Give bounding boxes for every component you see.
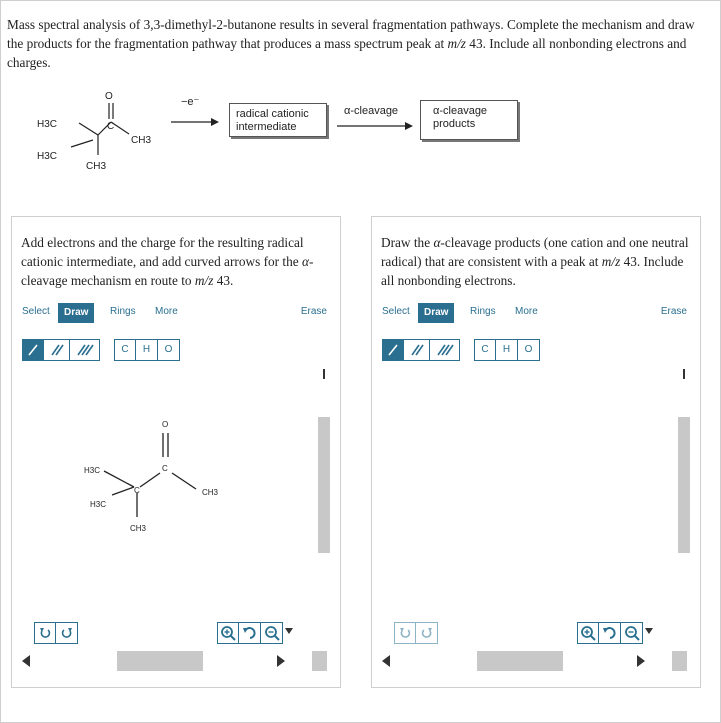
triple-bond-icon xyxy=(431,340,459,360)
left-instruction xyxy=(21,233,331,290)
rings-tab[interactable]: Rings xyxy=(110,306,136,317)
vscroll-top-marker xyxy=(323,369,325,379)
left-instr-c: 43. xyxy=(213,273,234,288)
scroll-left-icon[interactable] xyxy=(22,655,30,667)
atom-C-button[interactable]: C xyxy=(474,339,496,361)
right-instruction xyxy=(381,233,691,290)
rings-tab[interactable]: Rings xyxy=(470,306,496,317)
mol-CH3-right-label: CH3 xyxy=(131,135,152,146)
right-instr-mz: m/z xyxy=(601,254,621,269)
canvas-H3C-2-label: H3C xyxy=(90,500,107,509)
zoom-out-icon xyxy=(264,625,280,641)
reset-icon xyxy=(242,625,258,641)
atom-H-button[interactable]: H xyxy=(496,339,518,361)
scroll-right-icon[interactable] xyxy=(277,655,285,667)
mol-O-label: O xyxy=(105,91,113,102)
canvas-C-quat-label: C xyxy=(134,486,140,495)
zoom-out-button[interactable] xyxy=(261,622,283,644)
arrow-1 xyxy=(171,117,219,127)
draw-tab[interactable]: Draw xyxy=(418,303,454,323)
left-instr-b: -cleavage mechanism en route to xyxy=(21,254,314,288)
hscroll-corner xyxy=(312,651,327,671)
right-drawing-panel xyxy=(371,216,701,688)
hscroll-corner xyxy=(672,651,687,671)
vscroll-thumb[interactable] xyxy=(318,417,330,553)
zoom-in-icon xyxy=(580,625,596,641)
canvas-O-label: O xyxy=(162,420,169,429)
undo-icon xyxy=(398,626,412,640)
canvas-CH3-bottom-label: CH3 xyxy=(130,524,147,533)
canvas-molecule-structure xyxy=(22,369,327,619)
zoom-dropdown-icon[interactable] xyxy=(645,628,653,634)
hscroll-thumb[interactable] xyxy=(477,651,563,671)
zoom-out-icon xyxy=(624,625,640,641)
mol-H3C-bottom-label: H3C xyxy=(37,151,58,162)
draw-tab[interactable]: Draw xyxy=(58,303,94,323)
triple-bond-button[interactable] xyxy=(70,339,100,361)
undo-button[interactable] xyxy=(394,622,416,644)
zoom-in-icon xyxy=(220,625,236,641)
vscroll-thumb[interactable] xyxy=(678,417,690,553)
atom-O-button[interactable]: O xyxy=(518,339,540,361)
left-drawing-panel xyxy=(11,216,341,688)
left-instr-a: Add electrons and the charge for the resulting radical cationic intermediate, and add curved arrows for the xyxy=(21,235,304,269)
question-part2: 43. Include all nonbonding electrons and charges. xyxy=(7,36,687,70)
alpha-cleavage-label: α-cleavage xyxy=(344,105,399,117)
atom-C-button[interactable]: C xyxy=(114,339,136,361)
vscroll-top-marker xyxy=(683,369,685,379)
mol-CH3-bottom-label: CH3 xyxy=(86,161,107,172)
left-instr-alpha: α xyxy=(301,254,309,269)
reset-zoom-button[interactable] xyxy=(599,622,621,644)
mol-H3C-top-label: H3C xyxy=(37,119,58,130)
canvas-CH3-right-label: CH3 xyxy=(202,488,219,497)
zoom-out-button[interactable] xyxy=(621,622,643,644)
right-horizontal-scrollbar[interactable] xyxy=(382,649,687,673)
electron-loss-label: −e⁻ xyxy=(181,96,200,108)
left-drawing-canvas[interactable] xyxy=(22,369,327,619)
left-bottom-tools xyxy=(22,622,327,644)
right-instr-b: -cleavage products (one cation and one neutral radical) that are consistent with a peak at xyxy=(381,235,689,269)
left-instr-mz: m/z xyxy=(194,273,214,288)
redo-icon xyxy=(60,626,74,640)
select-tab[interactable]: Select xyxy=(382,306,410,317)
zoom-in-button[interactable] xyxy=(217,622,239,644)
more-tab[interactable]: More xyxy=(515,306,538,317)
double-bond-button[interactable] xyxy=(44,339,70,361)
undo-icon xyxy=(38,626,52,640)
double-bond-icon xyxy=(405,340,429,360)
triple-bond-button[interactable] xyxy=(430,339,460,361)
select-tab[interactable]: Select xyxy=(22,306,50,317)
hscroll-thumb[interactable] xyxy=(117,651,203,671)
redo-button[interactable] xyxy=(56,622,78,644)
mol-C-label: C xyxy=(107,121,115,132)
right-instr-a: Draw the xyxy=(381,235,434,250)
single-bond-button[interactable] xyxy=(22,339,44,361)
atom-O-button[interactable]: O xyxy=(158,339,180,361)
triple-bond-icon xyxy=(71,340,99,360)
single-bond-icon xyxy=(23,340,43,360)
erase-button[interactable]: Erase xyxy=(660,306,687,317)
radical-cation-box: radical cationic intermediate xyxy=(229,103,327,137)
canvas-H3C-1-label: H3C xyxy=(84,466,101,475)
scroll-right-icon[interactable] xyxy=(637,655,645,667)
question-mz: m/z xyxy=(447,36,466,51)
right-drawing-canvas[interactable] xyxy=(382,369,687,619)
right-instr-c: 43. Include all nonbonding electrons. xyxy=(381,254,684,288)
undo-button[interactable] xyxy=(34,622,56,644)
reset-icon xyxy=(602,625,618,641)
arrow-2 xyxy=(337,121,413,131)
single-bond-button[interactable] xyxy=(382,339,404,361)
right-instr-alpha: α xyxy=(433,235,441,250)
zoom-in-button[interactable] xyxy=(577,622,599,644)
more-tab[interactable]: More xyxy=(155,306,178,317)
erase-button[interactable]: Erase xyxy=(300,306,327,317)
reset-zoom-button[interactable] xyxy=(239,622,261,644)
left-vertical-scrollbar[interactable] xyxy=(318,369,330,619)
alpha-cleavage-products-box: α-cleavage products xyxy=(420,100,518,140)
zoom-dropdown-icon[interactable] xyxy=(285,628,293,634)
scroll-left-icon[interactable] xyxy=(382,655,390,667)
question-part1: Mass spectral analysis of 3,3-dimethyl-2-butanone results in several fragmentation pathways. Complete the mechanism and draw the products for the fragmentation pathway that produces a mass spectrum peak at xyxy=(7,17,695,51)
double-bond-button[interactable] xyxy=(404,339,430,361)
left-toolbar xyxy=(22,303,327,323)
canvas-C-carbonyl-label: C xyxy=(162,464,168,473)
right-vertical-scrollbar[interactable] xyxy=(678,369,690,619)
reaction-scheme xyxy=(1,83,721,203)
atom-H-button[interactable]: H xyxy=(136,339,158,361)
starting-molecule-structure xyxy=(31,89,181,199)
single-bond-icon xyxy=(383,340,403,360)
redo-button[interactable] xyxy=(416,622,438,644)
right-toolbar xyxy=(382,303,687,323)
left-horizontal-scrollbar[interactable] xyxy=(22,649,327,673)
redo-icon xyxy=(420,626,434,640)
double-bond-icon xyxy=(45,340,69,360)
right-bottom-tools xyxy=(382,622,687,644)
question-text xyxy=(7,15,707,72)
